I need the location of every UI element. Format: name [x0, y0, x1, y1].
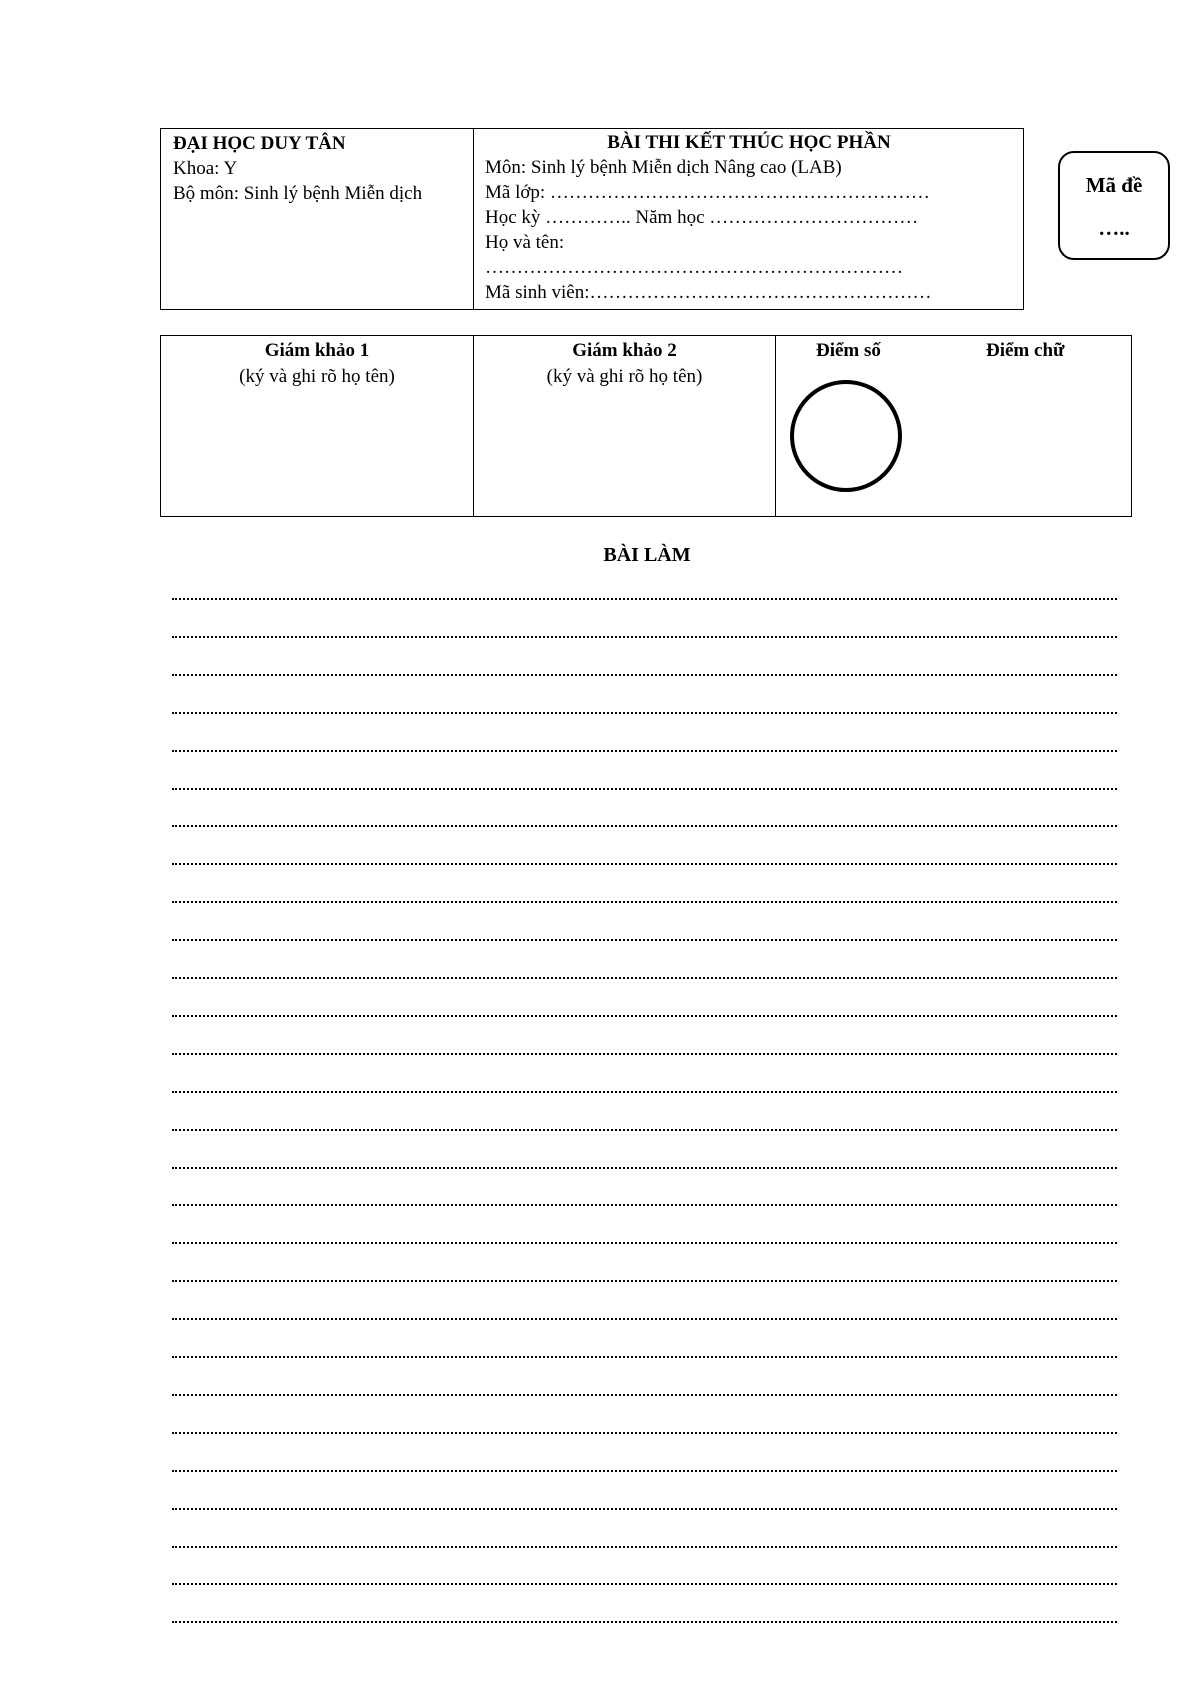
answer-title: BÀI LÀM: [603, 544, 691, 566]
answer-line[interactable]: [172, 1318, 1117, 1320]
score-number-label: Điểm số: [816, 340, 881, 361]
institution-block: [161, 129, 474, 309]
subject-label: Môn: Sinh lý bệnh Miễn dịch Nâng cao (LAB): [485, 157, 842, 178]
university-name: ĐẠI HỌC DUY TÂN: [173, 133, 346, 154]
answer-line[interactable]: [172, 1394, 1117, 1396]
department-label: Bộ môn: Sinh lý bệnh Miễn dịch: [173, 183, 423, 204]
answer-line[interactable]: [172, 1470, 1117, 1472]
answer-line[interactable]: [172, 1129, 1117, 1131]
answer-line[interactable]: [172, 1280, 1117, 1282]
exam-info-block: [474, 129, 1023, 309]
answer-line[interactable]: [172, 977, 1117, 979]
answer-line[interactable]: [172, 712, 1117, 714]
exam-code-label: Mã đề: [1085, 173, 1143, 197]
class-code-field[interactable]: Mã lớp: ……………………………………………………: [485, 182, 930, 203]
full-name-field[interactable]: …………………………………………………………: [485, 257, 903, 278]
grader-1-cell[interactable]: [161, 336, 474, 516]
grader-2-note: (ký và ghi rõ họ tên): [546, 366, 703, 387]
full-name-label: Họ và tên:: [485, 232, 565, 253]
exam-code-box: [1058, 151, 1170, 260]
grader-1-note: (ký và ghi rõ họ tên): [239, 366, 395, 387]
answer-line[interactable]: [172, 863, 1117, 865]
answer-line[interactable]: [172, 901, 1117, 903]
score-circle[interactable]: [790, 380, 902, 492]
answer-line[interactable]: [172, 1356, 1117, 1358]
student-id-field[interactable]: Mã sinh viên:………………………………………………: [485, 282, 932, 303]
exam-header: [160, 128, 1024, 310]
semester-year-field[interactable]: Học kỳ ………….. Năm học ……………………………: [485, 207, 919, 228]
faculty-label: Khoa: Y: [173, 158, 238, 179]
grader-2-title: Giám khảo 2: [572, 340, 677, 361]
answer-line[interactable]: [172, 636, 1117, 638]
answer-line[interactable]: [172, 788, 1117, 790]
answer-line[interactable]: [172, 674, 1117, 676]
answer-line[interactable]: [172, 1621, 1117, 1623]
score-words-label: Điểm chữ: [986, 340, 1065, 361]
answer-line[interactable]: [172, 1242, 1117, 1244]
grader-table: [160, 335, 1132, 517]
exam-code-value[interactable]: …..: [1098, 216, 1130, 240]
answer-line[interactable]: [172, 1508, 1117, 1510]
answer-line[interactable]: [172, 1167, 1117, 1169]
grader-1-title: Giám khảo 1: [264, 340, 370, 361]
answer-line[interactable]: [172, 825, 1117, 827]
answer-line[interactable]: [172, 1583, 1117, 1585]
answer-line[interactable]: [172, 1091, 1117, 1093]
answer-line[interactable]: [172, 939, 1117, 941]
answer-line[interactable]: [172, 1432, 1117, 1434]
answer-line[interactable]: [172, 1546, 1117, 1548]
grader-2-cell[interactable]: [474, 336, 776, 516]
answer-line[interactable]: [172, 598, 1117, 600]
answer-line[interactable]: [172, 750, 1117, 752]
score-cell: [776, 336, 1131, 516]
exam-title: BÀI THI KẾT THÚC HỌC PHẦN: [607, 132, 891, 153]
answer-line[interactable]: [172, 1015, 1117, 1017]
answer-line[interactable]: [172, 1204, 1117, 1206]
answer-line[interactable]: [172, 1053, 1117, 1055]
